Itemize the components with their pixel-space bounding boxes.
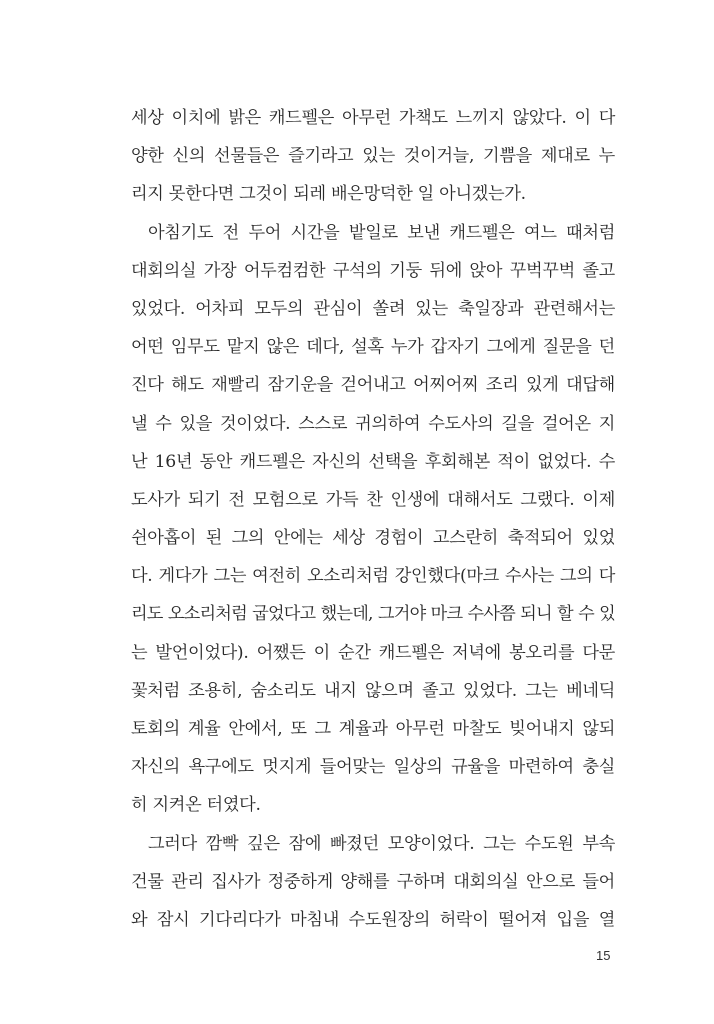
text-line: 세상 이치에 밝은 캐드펠은 아무런 가책도 느끼지 않았다. 이 다: [131, 108, 615, 128]
text-line: 다. 게다가 그는 여전히 오소리처럼 강인했다(마크 수사는 그의 다: [131, 566, 615, 587]
text-line: 꽃처럼 조용히, 숨소리도 내지 않으며 졸고 있었다. 그는 베네딕: [131, 680, 615, 701]
text-line: 대회의실 가장 어두컴컴한 구석의 기둥 뒤에 앉아 꾸벅꾸벅 졸고: [131, 260, 615, 281]
text-line: 있었다. 어차피 모두의 관심이 쏠려 있는 축일장과 관련해서는: [131, 298, 615, 319]
text-line: 는 발언이었다). 어쨌든 이 순간 캐드펠은 저녁에 봉오리를 다문: [131, 642, 615, 663]
text-line: 난 16년 동안 캐드펠은 자신의 선택을 후회해본 적이 없었다. 수: [131, 451, 615, 472]
paragraph-start-line: 아침기도 전 두어 시간을 밭일로 보낸 캐드펠은 여느 때처럼: [148, 222, 615, 243]
text-line: 리지 못한다면 그것이 되레 배은망덕한 일 아니겠는가.: [131, 184, 526, 205]
body-text: [131, 99, 615, 939]
page-number: 15: [596, 948, 611, 963]
text-line: 자신의 욕구에도 멋지게 들어맞는 일상의 규율을 마련하여 충실: [131, 757, 615, 778]
text-line: 양한 신의 선물들은 즐기라고 있는 것이거늘, 기쁨을 제대로 누: [131, 146, 615, 167]
paragraph-start-line: 그러다 깜빡 깊은 잠에 빠졌던 모양이었다. 그는 수도원 부속: [148, 833, 615, 854]
text-line: 건물 관리 집사가 정중하게 양해를 구하며 대회의실 안으로 들어: [131, 871, 615, 892]
text-line: 도사가 되기 전 모험으로 가득 찬 인생에 대해서도 그랬다. 이제: [131, 489, 615, 510]
text-line: 어떤 임무도 맡지 않은 데다, 설혹 누가 갑자기 그에게 질문을 던: [131, 337, 615, 358]
text-line: 리도 오소리처럼 굽었다고 했는데, 그거야 마크 수사쯤 되니 할 수 있: [131, 604, 615, 625]
text-line: 낼 수 있을 것이었다. 스스로 귀의하여 수도사의 길을 걸어온 지: [131, 413, 615, 434]
text-line: 토회의 계율 안에서, 또 그 계율과 아무런 마찰도 빚어내지 않되: [131, 719, 615, 739]
text-line: 진다 해도 재빨리 잠기운을 걷어내고 어찌어찌 조리 있게 대답해: [131, 375, 615, 396]
text-line: 와 잠시 기다리다가 마침내 수도원장의 허락이 떨어져 입을 열: [131, 909, 615, 930]
text-line: 히 지켜온 터였다.: [131, 795, 261, 816]
text-line: 쉰아홉이 된 그의 안에는 세상 경험이 고스란히 축적되어 있었: [131, 528, 615, 549]
